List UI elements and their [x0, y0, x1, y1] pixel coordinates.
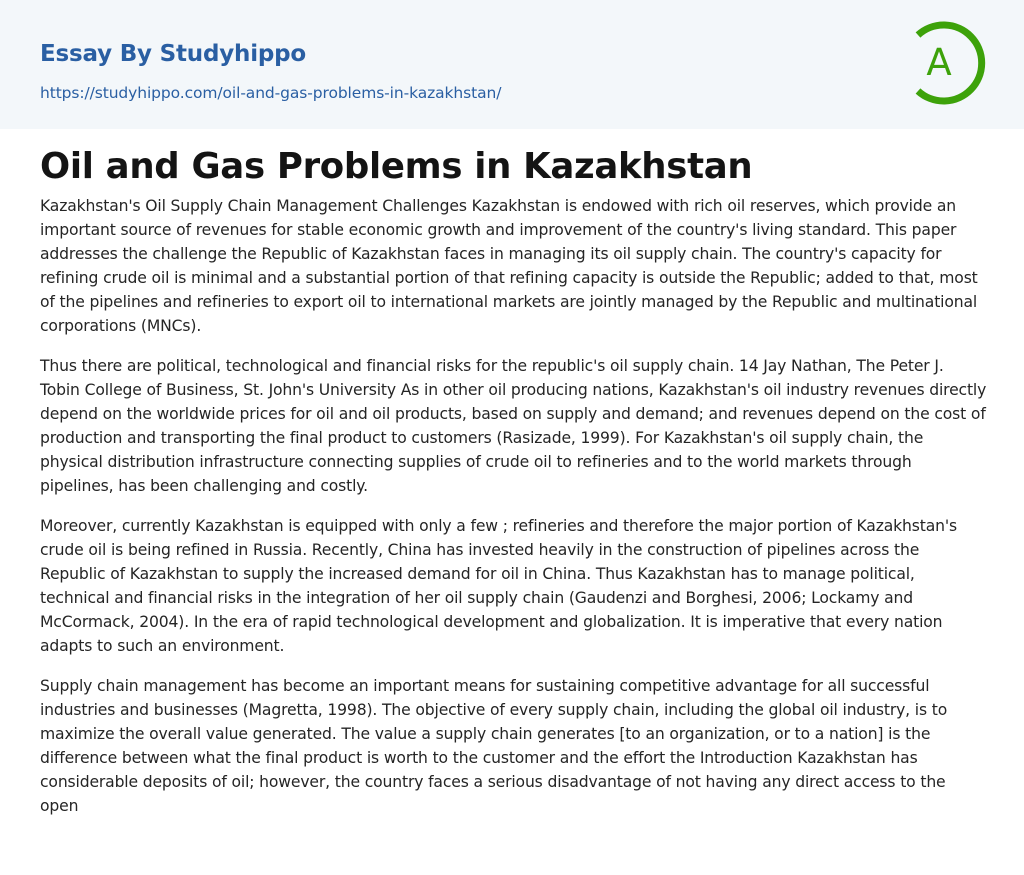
site-header	[0, 0, 1024, 129]
essay-paragraph-1: Kazakhstan's Oil Supply Chain Management Challenges Kazakhstan is endowed with rich oil reserves, which provide an important source of revenues for stable economic growth and improvement of the country's living standard. This paper addresses the challenge the Republic of Kazakhstan faces in managing its oil supply chain. The country's capacity for refining crude oil is minimal and a substantial portion of that refining capacity is outside the Republic; added to that, most of the pipelines and refineries to export oil to international markets are jointly managed by the Republic and multinational corporations (MNCs).	[40, 197, 978, 335]
essay-paragraph-3: Moreover, currently Kazakhstan is equipped with only a few ; refineries and therefore the major portion of Kazakhstan's crude oil is being refined in Russia. Recently, China has invested heavily in the construction of pipelines across the Republic of Kazakhstan to supply the increased demand for oil in China. Thus Kazakhstan has to manage political, technical and financial risks in the integration of her oil supply chain (Gaudenzi and Borghesi, 2006; Lockamy and McCormack, 2004). In the era of rapid technological development and globalization. It is imperative that every nation adapts to such an environment.	[40, 517, 957, 655]
brand-title: Essay By Studyhippo	[40, 41, 307, 67]
essay-paragraph-4: Supply chain management has become an important means for sustaining competitive advantage for all successful industries and businesses (Magretta, 1998). The objective of every supply chain, including the global oil industry, is to maximize the overall value generated. The value a supply chain generates [to an organization, or to a nation] is the difference between what the final product is worth to the customer and the effort the Introduction Kazakhstan has considerable deposits of oil; however, the country faces a serious disadvantage of not having any direct access to the open	[40, 677, 948, 815]
essay-url-link[interactable]: https://studyhippo.com/oil-and-gas-problems-in-kazakhstan/	[40, 84, 502, 102]
svg-text:A: A	[926, 41, 952, 84]
studyhippo-logo-icon[interactable]	[912, 19, 988, 107]
page-title: Oil and Gas Problems in Kazakhstan	[40, 146, 753, 187]
essay-body	[40, 194, 988, 834]
essay-paragraph-2: Thus there are political, technological and financial risks for the republic's oil supply chain. 14 Jay Nathan, The Peter J. Tobin College of Business, St. John's University As in other oil producing nations, Kazakhstan's oil industry revenues directly depend on the worldwide prices for oil and oil products, based on supply and demand; and revenues depend on the cost of production and transporting the final product to customers (Rasizade, 1999). For Kazakhstan's oil supply chain, the physical distribution infrastructure connecting supplies of crude oil to refineries and to the world markets through pipelines, has been challenging and costly.	[40, 357, 987, 495]
